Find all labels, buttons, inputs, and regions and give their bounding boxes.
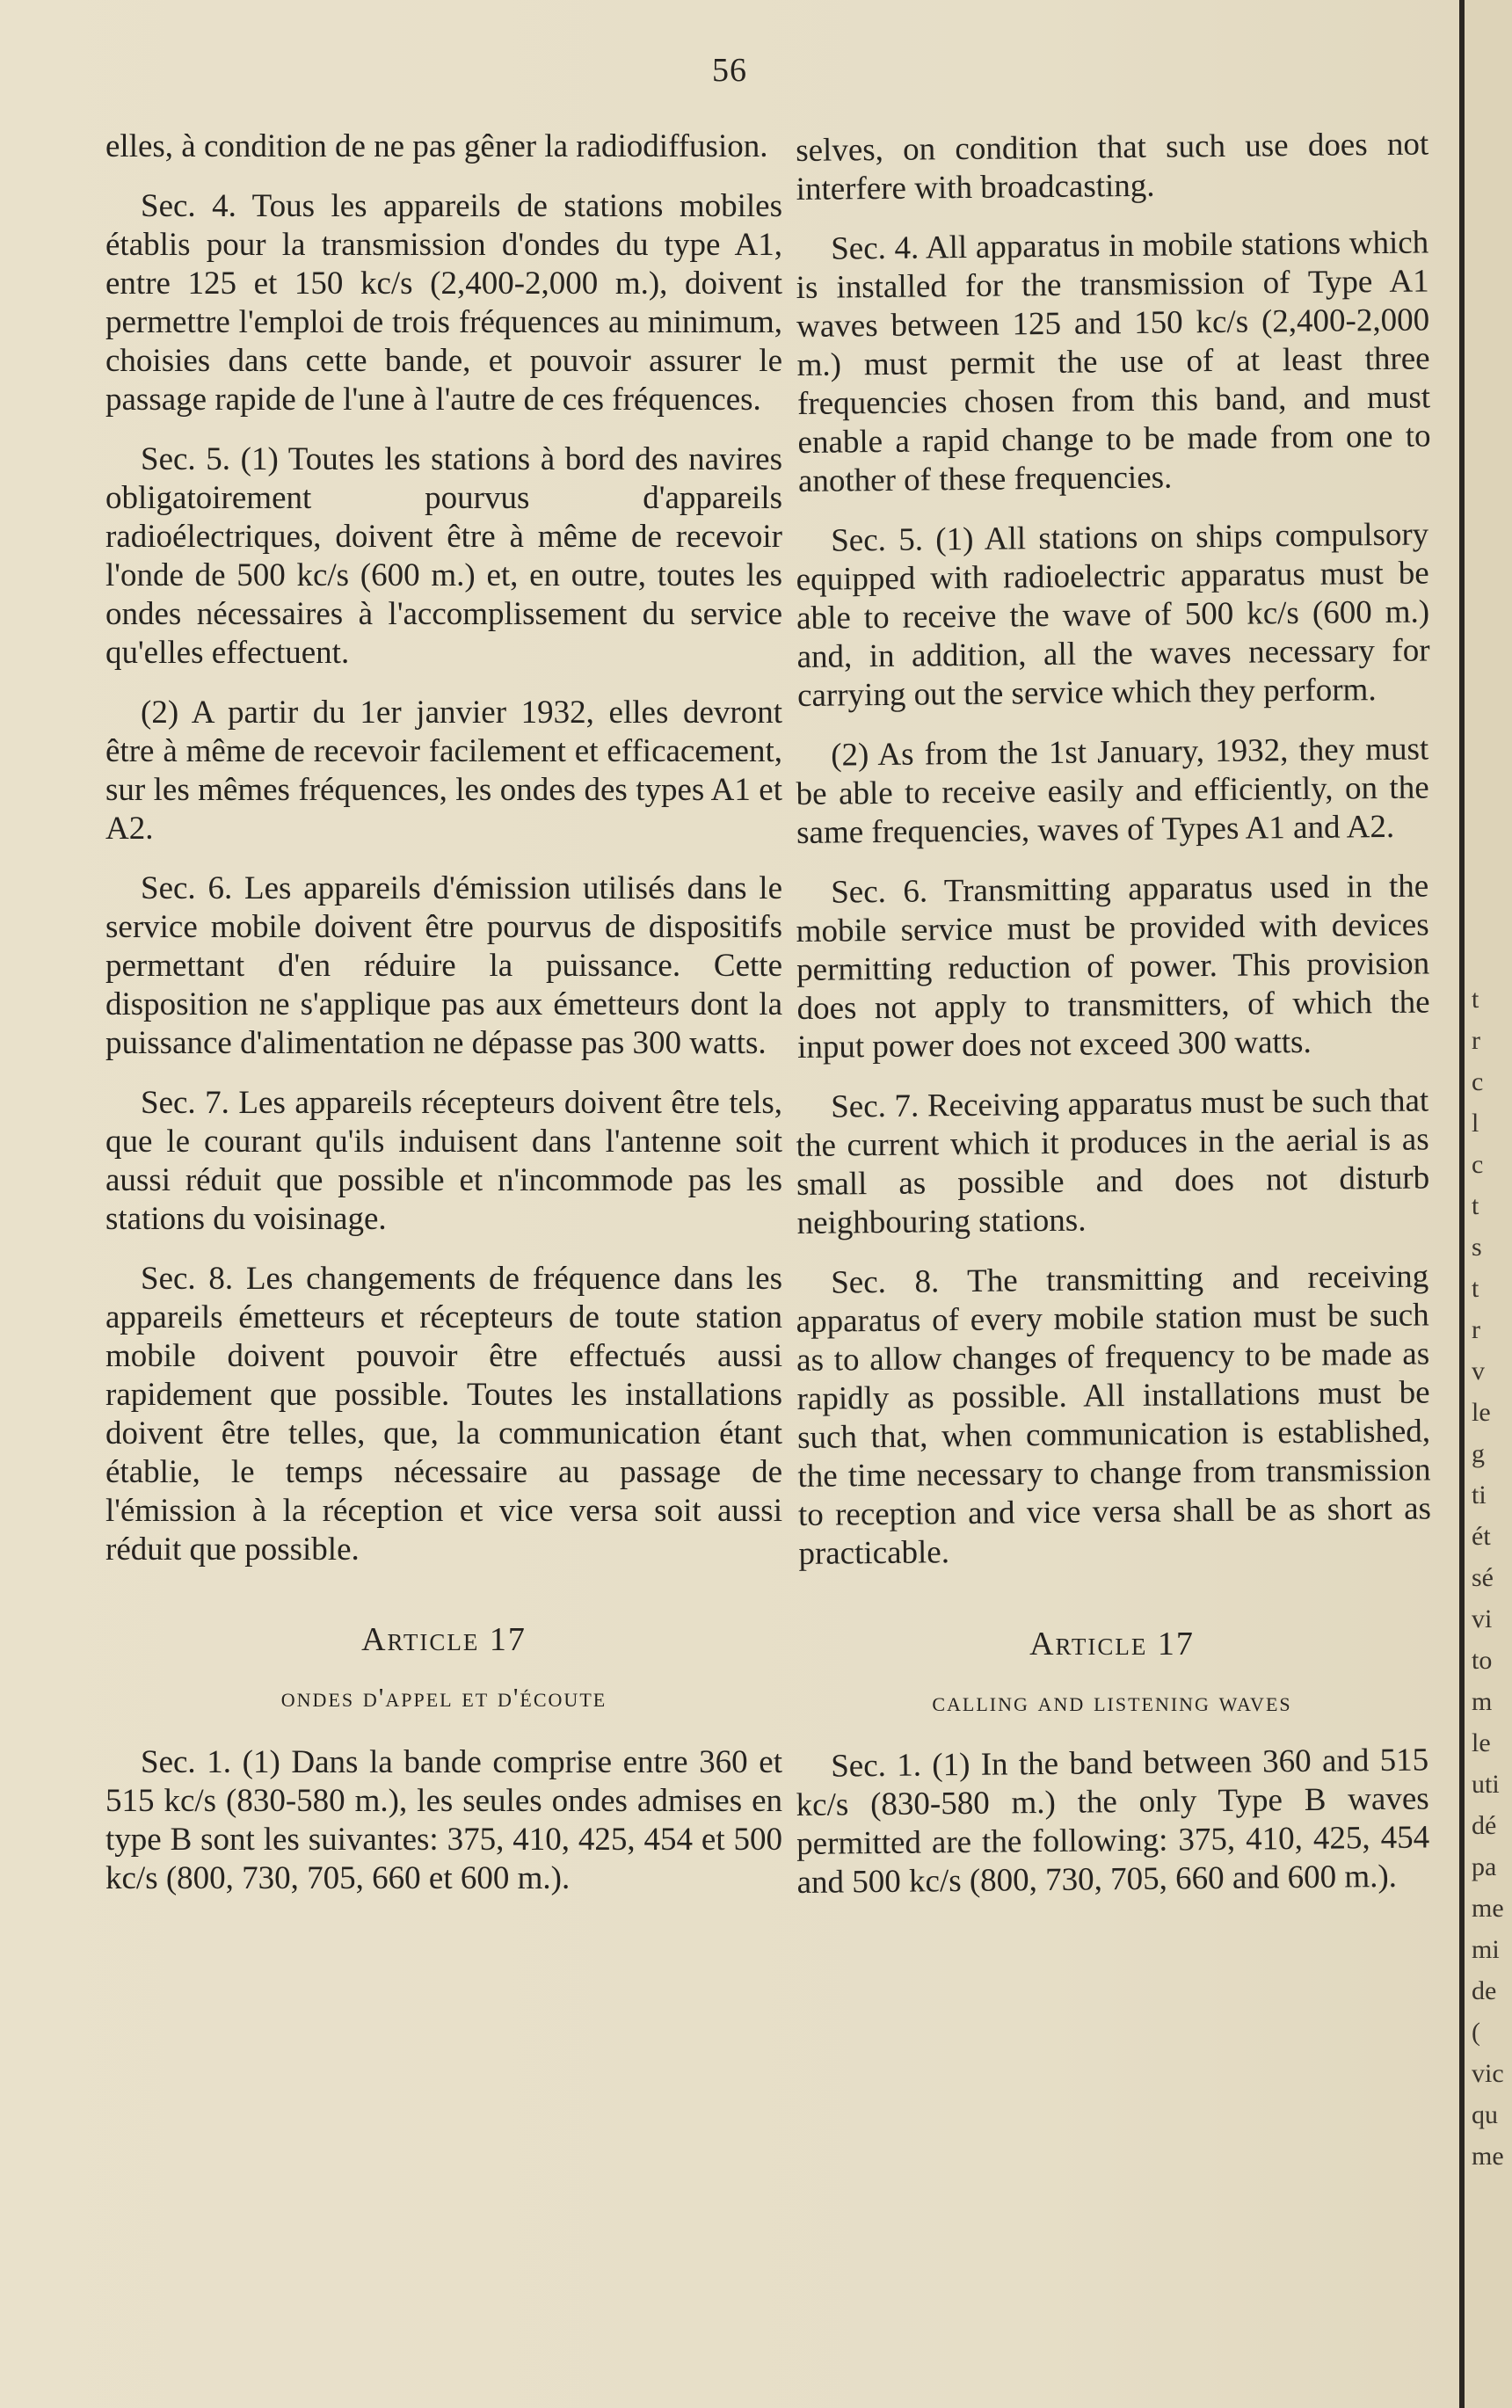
french-column (105, 127, 782, 1919)
adjacent-page-fragment: sé (1472, 1563, 1494, 1592)
adjacent-page-fragment: vic (1472, 2059, 1504, 2088)
adjacent-page-fragment: ét (1472, 1522, 1491, 1551)
adjacent-page-fragment: ( (1472, 2018, 1480, 2047)
adjacent-page-fragment: qu (1472, 2100, 1498, 2129)
english-art17-sec1: Sec. 1. (1) In the band between 360 and 515 kc/s (830-580 m.) the only Type B waves permitted are the following: 375, 410, 425, 454 and 500 kc/s (800, 730, 705, 660 and 600 m.). (796, 1742, 1430, 1901)
adjacent-page-fragment: le (1472, 1398, 1491, 1427)
english-article-subtitle: calling and listening waves (932, 1686, 1292, 1717)
page-number: 56 (712, 52, 747, 89)
english-article-title: Article 17 (1029, 1626, 1195, 1662)
english-sec5-2: (2) As from the 1st January, 1932, they must be able to receive easily and efficiently, on the same frequencies, waves of Types A1 and A2. (796, 731, 1429, 851)
english-column (796, 126, 1432, 1924)
french-intro: elles, à condition de ne pas gêner la radiodiffusion. (105, 128, 768, 164)
adjacent-page-fragment: to (1472, 1646, 1493, 1675)
french-sec7: Sec. 7. Les appareils récepteurs doivent être tels, que le courant qu'ils induisent dans l'antenne soit aussi réduit que possible et n'incommode pas les stations du voisinage. (105, 1085, 782, 1237)
adjacent-page-fragment: c (1472, 1067, 1484, 1096)
french-sec4: Sec. 4. Tous les appareils de stations mobiles établis pour la transmission d'ondes du type A1, entre 125 et 150 kc/s (2,400-2,000 m.), doivent permettre l'emploi de trois fréquences au minimum, choisies dans cette bande, et pouvoir assurer le passage rapide de l'une à l'autre de ces fréquences. (105, 188, 782, 418)
english-sec4: Sec. 4. All apparatus in mobile stations which is installed for the transmission of Type A1 waves between 125 and 150 kc/s (2,400-2,000 m.) must permit the use of at least three frequencies chosen from this band, and must enable a rapid change to be made from one to another of these frequencies. (796, 224, 1431, 499)
adjacent-page-fragment: r (1472, 1026, 1480, 1055)
adjacent-page-fragment: t (1472, 1191, 1479, 1220)
english-sec8: Sec. 8. The transmitting and receiving apparatus of every mobile station must be such as to allow changes of frequency to be made as rapidly as possible. All installations must be such that, when communication is established, the time necessary to change from transmission to reception and vice versa shall be as short as practicable. (796, 1258, 1432, 1572)
adjacent-page-fragment: me (1472, 1894, 1504, 1923)
french-sec6: Sec. 6. Les appareils d'émission utilisés dans le service mobile doivent être pourvus de dispositifs permettant d'en réduire la puissance. Cette disposition ne s'applique pas aux émetteurs dont la puissance d'alimentation ne dépasse pas 300 watts. (105, 870, 782, 1061)
adjacent-page-fragment: t (1472, 985, 1479, 1014)
adjacent-page-fragment: uti (1472, 1770, 1500, 1799)
adjacent-page-fragment: c (1472, 1150, 1484, 1179)
english-sec5-1: Sec. 5. (1) All stations on ships compulsory equipped with radioelectric apparatus must be able to receive the wave of 500 kc/s (600 m.) and, in addition, all the waves necessary for carrying out the service which they perform. (796, 516, 1430, 714)
adjacent-page-fragment: me (1472, 2142, 1504, 2171)
adjacent-page-edge (1465, 0, 1512, 2408)
adjacent-page-fragment: v (1472, 1357, 1485, 1386)
adjacent-page-fragment: le (1472, 1728, 1491, 1757)
adjacent-page-fragment: vi (1472, 1604, 1493, 1633)
adjacent-page-fragment: l (1472, 1109, 1479, 1138)
english-intro: selves, on condition that such use does not interfere with broadcasting. (796, 126, 1429, 207)
french-article-subtitle: ondes d'appel et d'écoute (280, 1682, 607, 1713)
adjacent-page-fragment: mi (1472, 1935, 1500, 1964)
adjacent-page-fragment: ti (1472, 1480, 1487, 1510)
adjacent-page-fragment: r (1472, 1315, 1480, 1344)
english-sec6: Sec. 6. Transmitting apparatus used in the mobile service must be provided with devices permitting reduction of power. This provision does not apply to transmitters, of which the input power does not exceed 300 watts. (796, 868, 1430, 1066)
adjacent-page-fragment: t (1472, 1274, 1479, 1303)
french-sec5-2: (2) A partir du 1er janvier 1932, elles devront être à même de recevoir facilement et efficacement, sur les mêmes fréquences, les ondes des types A1 et A2. (105, 695, 782, 847)
adjacent-page-fragment: m (1472, 1687, 1493, 1716)
french-sec5-1: Sec. 5. (1) Toutes les stations à bord des navires obligatoirement pourvus d'appareils radioélectriques, doivent être à même de recevoir l'onde de 500 kc/s (600 m.) et, en outre, toutes les ondes nécessaires à l'accomplissement du service qu'elles effectuent. (105, 441, 782, 671)
adjacent-page-fragment: s (1472, 1233, 1482, 1262)
adjacent-page-fragment: g (1472, 1439, 1485, 1468)
adjacent-page-fragment: de (1472, 1976, 1497, 2005)
adjacent-page-fragment: dé (1472, 1811, 1497, 1840)
adjacent-page-fragment: pa (1472, 1852, 1497, 1881)
english-sec7: Sec. 7. Receiving apparatus must be such that the current which it produces in the aerial is as small as possible and does not disturb neighbouring stations. (796, 1082, 1430, 1241)
french-art17-sec1: Sec. 1. (1) Dans la bande comprise entre 360 et 515 kc/s (830-580 m.), les seules ondes admises en type B sont les suivantes: 375, 410, 425, 454 et 500 kc/s (800, 730, 705, 660 et 600 m.). (105, 1744, 782, 1896)
french-sec8: Sec. 8. Les changements de fréquence dans les appareils émetteurs et récepteurs de toute station mobile doivent pouvoir être effectués aussi rapidement que possible. Toutes les installations doivent être telles, que, la communication étant établie, le temps nécessaire au passage de l'émission à la réception et vice versa soit aussi réduit que possible. (105, 1261, 782, 1568)
french-article-title: Article 17 (361, 1621, 527, 1658)
